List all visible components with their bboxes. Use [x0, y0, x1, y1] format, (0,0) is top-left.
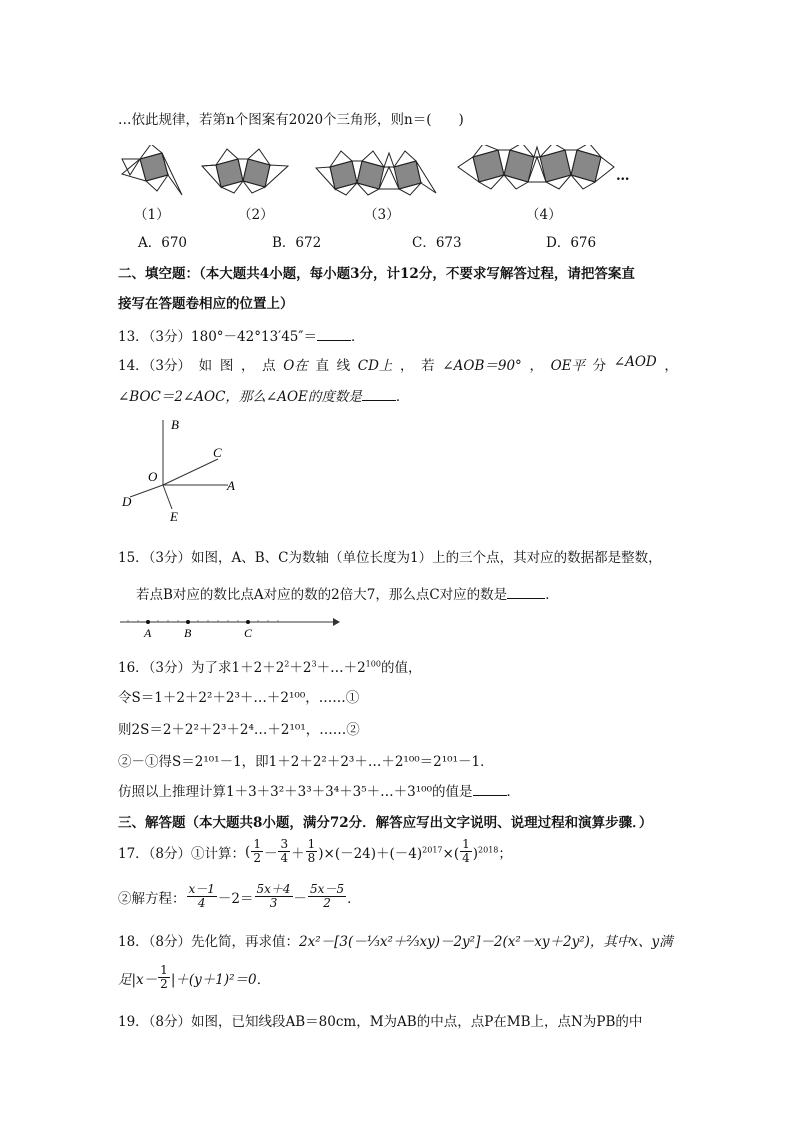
q14-answer-blank [362, 388, 396, 401]
q12-ellipsis: … [616, 168, 630, 184]
q16-line1-d: 的值， [380, 660, 422, 676]
q17-eq-mid: －2＝ [217, 890, 254, 907]
q16-line5-text: 仿照以上推理计算1＋3＋3²＋3³＋3⁴＋3⁵＋…＋3¹⁰⁰的值是 [118, 784, 473, 800]
q18-line1 [118, 930, 673, 950]
q14-word: ， [240, 358, 255, 374]
point-b [186, 620, 190, 624]
q12-fig-label-3: （3） [364, 207, 400, 223]
label-e: E [170, 509, 178, 524]
q14-word: ， [529, 358, 543, 374]
q16-line1-a: 16．（3分）为了求1＋2＋2 [118, 660, 285, 676]
section2-title-line2: 接写在答题卷相应的位置上） [118, 296, 294, 312]
q14-word: 分 [592, 358, 607, 374]
label-c: C [244, 626, 253, 640]
q18-expr: 2x²－[3(－⅓x²＋⅔xy)－2y²]－2(x²－xy＋2y²)，其中x、y满 [299, 934, 673, 950]
q14-word: ， [400, 358, 414, 374]
label-o: O [148, 469, 158, 484]
q18-label: 18．（8分）先化简，再求值： [118, 934, 300, 950]
q12-fig-label-1: （1） [134, 207, 170, 223]
pattern-4 [458, 145, 614, 189]
q16-line3: 则2S＝2＋2²＋2³＋2⁴…＋2¹⁰¹，……② [118, 722, 360, 738]
q13-answer-blank [317, 328, 351, 341]
q17-part2: ②解方程： $\frac{x-1}{4}$ －2＝ $\frac{5x+4}{3}$ － $\frac{5x-5}{2}$ ． [118, 882, 361, 910]
q13-expr: 180°－42°13′45″＝ [191, 329, 317, 345]
q13-end: ． [350, 329, 365, 345]
q17-part2-label: ②解方程： [118, 890, 186, 907]
pattern-1 [122, 145, 182, 195]
q16-end: ． [506, 784, 521, 800]
ray-od [130, 485, 163, 497]
point-c [246, 620, 250, 624]
q17-label: 17．（8分）①计算： [118, 845, 246, 862]
q14-word: 线 [336, 358, 351, 374]
q12-stem: …依此规律，若第n个图案有2020个三角形，则n＝( ) [118, 112, 464, 128]
label-a: A [144, 626, 152, 640]
q14-line1 [118, 354, 678, 374]
q17-minus: － [293, 890, 308, 907]
pattern-2 [202, 149, 288, 193]
q12-fig-label-4: （4） [526, 207, 562, 223]
q14-word: OE平 [550, 358, 586, 374]
q16-line4: ②－①得S＝2¹⁰¹－1，即1＋2＋2²＋2³＋…＋2¹⁰⁰＝2¹⁰¹－1． [118, 754, 494, 770]
ray-oc [163, 459, 218, 485]
q14-word: ∠AOD [613, 354, 657, 370]
point-a [146, 620, 150, 624]
q19-line1: 19．（8分）如图，已知线段AB＝80cm，M为AB的中点，点P在MB上，点N为PB的中 [118, 1014, 643, 1030]
q14-word: 图 [219, 358, 234, 374]
q14-word: 若 [421, 358, 435, 374]
q16-line1-b: ＋2 [289, 660, 312, 676]
q12-option-c: C．673 [412, 235, 462, 251]
label-c: C [213, 445, 222, 460]
q16-answer-blank [473, 783, 507, 796]
q14-word: ∠AOB＝90° [442, 358, 522, 374]
label-d: D [122, 494, 132, 509]
q18-line2-b: |＋(y＋1)²＝0． [170, 971, 271, 988]
section2-title-line1: 二、填空题：（本大题共4小题，每小题3分，计12分，不要求写解答过程，请把答案直 [118, 266, 635, 282]
q13-label: 13．（3分） [118, 329, 192, 345]
q15-end: ． [545, 587, 559, 603]
q14-word: O在 [283, 358, 308, 374]
q14-end: ． [395, 389, 410, 405]
axis-arrow [333, 618, 340, 626]
q14-label: 14．（3分） [118, 358, 192, 374]
q15-line2-text: 若点B对应的数比点A对应的数的2倍大7，那么点C对应的数是 [136, 587, 508, 603]
q14-line2-text: ∠BOC＝2∠AOC，那么∠AOE的度数是 [118, 389, 362, 405]
q18-line2-a: 足|x－ [118, 971, 158, 988]
q14-word: 直 [315, 358, 329, 374]
section3-title: 三、解答题（本大题共8小题，满分72分．解答应写出文字说明、说理过程和演算步骤．） [118, 815, 653, 831]
q14-word: ， [664, 358, 678, 374]
q15-number-line [118, 612, 343, 640]
label-b: B [184, 626, 192, 640]
ray-oe [163, 485, 172, 509]
q17-end: ． [347, 890, 361, 907]
q16-line1-c: ＋…＋2 [316, 660, 366, 676]
q15-line1: 15．（3分）如图，A、B、C为数轴（单位长度为1）上的三个点，其对应的数据都是整数， [118, 550, 662, 566]
q15-line2 [136, 583, 559, 603]
q12-fig-label-2: （2） [238, 207, 274, 223]
q14-angle-figure [118, 415, 248, 525]
pattern-3 [316, 151, 436, 195]
q13 [118, 325, 364, 345]
q17-part1: 17．（8分）①计算： ( $\frac{1}{2}$ － $\frac{3}{4}$ ＋ $\frac{1}{8}$ )$\times(-24)+(-4)^{2017}\times$( $\frac{1}{4}$ )$^{2018}$； [118, 837, 512, 865]
q12-option-a: A．670 [138, 235, 188, 251]
q14-word: 如 [198, 358, 213, 374]
q15-answer-blank [507, 586, 545, 599]
q16-line5 [118, 780, 520, 800]
q14-line2 [118, 385, 409, 405]
q16-line1: 16．（3分）为了求$1+2+2^2+2^3+\dots+2^{100}$的值， [118, 659, 422, 676]
label-b: B [171, 417, 179, 432]
q18-line2: 足|x－ $\frac{1}{2}$ |＋(y＋1)²＝0． [118, 963, 271, 991]
q16-line2: 令S＝1＋2＋2²＋2³＋…＋2¹⁰⁰，……① [118, 690, 360, 706]
label-a: A [227, 478, 235, 493]
q14-word: CD上 [357, 358, 393, 374]
q12-option-b: B．672 [272, 235, 322, 251]
q12-option-d: D．676 [546, 235, 597, 251]
q14-word: 点 [262, 358, 276, 374]
